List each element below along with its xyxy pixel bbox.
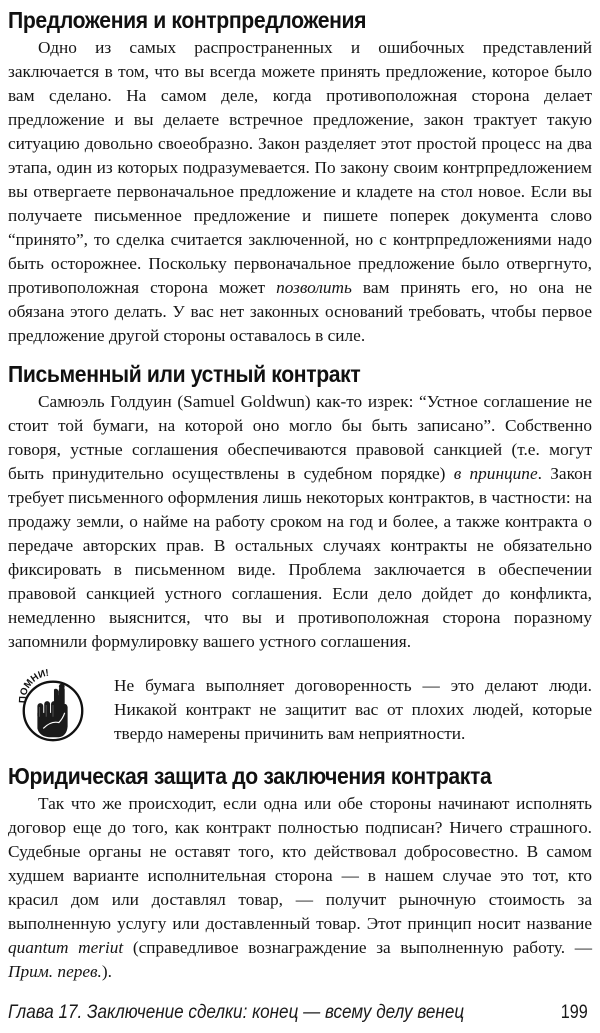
- section-offers: [8, 4, 592, 348]
- paragraph-text: ).: [101, 962, 112, 981]
- section-written-or-oral: [8, 358, 592, 746]
- paragraph: [8, 36, 592, 348]
- section-pre-contract-protection: [8, 760, 592, 984]
- translator-note: Прим. перев.: [8, 962, 102, 981]
- paragraph-text: Одно из самых распространенных и ошибочных представлений заключается в том, что вы всегда можете принять предложение, которое было вам сделано. На самом деле, когда противоположная сторона делает предложение и вы делаете встречное предложение, закон трактует такую ситуацию довольно своеобразно. Закон разделяет этот простой процесс на два этапа, один из которых подразумевается. По закону своим контрпредложением вы отвергаете первоначальное предложение и кладете на стол новое. Если вы получаете письменное предложение и пишете поперек документа слово “принято”, то сделка считается заключенной, но с контрпредложениями надо быть осторожнее. Поскольку первоначальное предложение было отвергнуто, противоположная сторона может: [8, 38, 592, 297]
- section-heading: Предложения и контрпредложения: [8, 7, 367, 33]
- section-heading: Юридическая защита до заключения контракта: [8, 763, 492, 789]
- remember-hand-icon: [14, 668, 92, 746]
- paragraph: [8, 792, 592, 984]
- paragraph-text: Так что же происходит, если одна или обе стороны начинают исполнять договор еще до того, как контракт полностью подписан? Ничего страшного. Судебные органы не оставят того, кто действовал добросовестно. В самом худшем варианте исполнительная сторона — в нашем случае это тот, кто красил дом или доставлял товар, — получит рыночную стоимость за выполненную услугу или доставленный товар. Этот принцип носит название: [8, 794, 592, 933]
- paragraph-text: Самюэль Голдуин (Samuel Goldwun) как-то изрек: “Устное соглашение не стоит той бумаги, на которой оно могло бы быть записано”. Собственно говоря, устные соглашения обеспечиваются правовой санкцией (т.е. могут быть принудительно осуществлены в судебном порядке): [8, 392, 592, 483]
- italic-latin-term: quantum meriut: [8, 938, 124, 957]
- paragraph-text: вам принять его, но она не обязана этого делать. У вас нет законных оснований требовать, чтобы первое предложение другой стороны оставалось в силе.: [8, 278, 592, 345]
- document-page: [8, 4, 592, 984]
- remember-note: [8, 668, 592, 746]
- running-footer-chapter: Глава 17. Заключение сделки: конец — всему делу венец: [8, 1002, 465, 1023]
- italic-emphasis: в принципе: [453, 464, 538, 483]
- svg-text:ПОМНИ!: ПОМНИ!: [17, 668, 50, 704]
- paragraph: [8, 390, 592, 654]
- page-number: 199: [561, 1002, 588, 1023]
- paragraph-text: (справедливое вознаграждение за выполненную работу. —: [123, 938, 592, 957]
- section-heading: Письменный или устный контракт: [8, 361, 361, 387]
- paragraph-text: . Закон требует письменного оформления лишь некоторых контрактов, в частности: на продажу земли, о найме на работу сроком на год и более, а также контракта о передаче авторских прав. В остальных случаях контракты не обязательно фиксировать в письменном виде. Проблема заключается в обеспечении правовой санкцией устного соглашения. Если дело дойдет до конфликта, немедленно выяснится, что вы и противоположная сторона поразному запомнили формулировку вашего устного соглашения.: [8, 464, 592, 651]
- italic-emphasis: позволить: [276, 278, 352, 297]
- note-text: Не бумага выполняет договоренность — это делают люди. Никакой контракт не защитит вас от плохих людей, которые твердо намерены причинить вам неприятности.: [114, 676, 592, 743]
- page-footer: [8, 1002, 592, 1024]
